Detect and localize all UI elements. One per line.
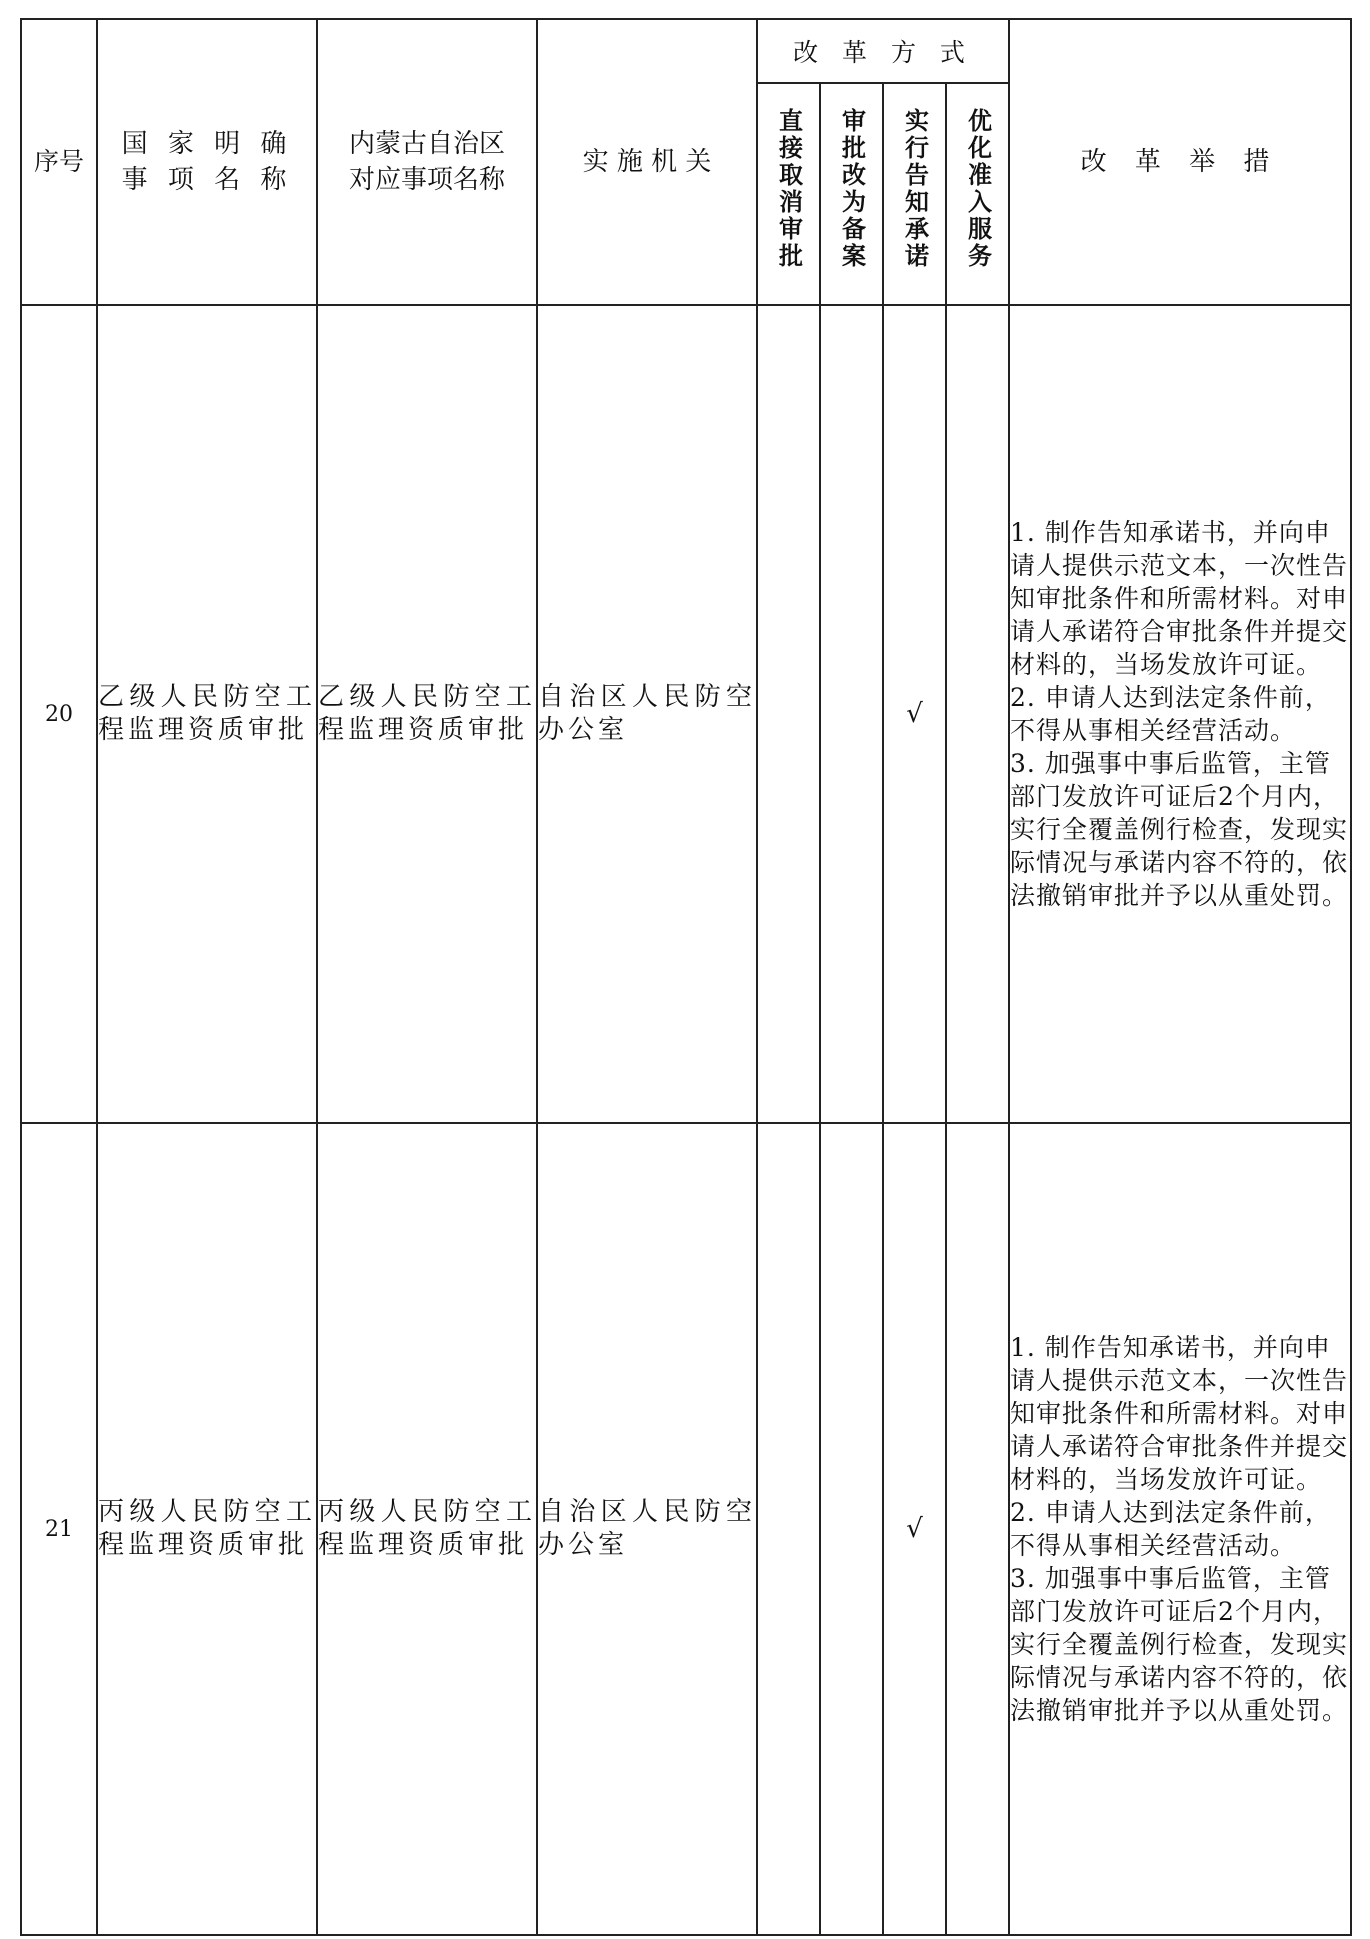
measure-item: 1. 制作告知承诺书，并向申请人提供示范文本，一次性告知审批条件和所需材料。对申请人承诺符合审批条件并提交材料的，当场发放许可证。	[1010, 1333, 1349, 1494]
measure-item: 2. 申请人达到法定条件前，不得从事相关经营活动。	[1010, 1498, 1331, 1560]
header-mode-filing	[820, 83, 883, 305]
row-measures	[1009, 305, 1351, 1123]
row-mark-cancel	[757, 305, 820, 1123]
reform-table	[20, 18, 1352, 1936]
row-national-name: 丙级人民防空工程监理资质审批	[97, 1123, 317, 1935]
row-seq: 21	[21, 1123, 97, 1935]
measure-item: 3. 加强事中事后监管，主管部门发放许可证后2个月内，实行全覆盖例行检查，发现实际情况与承诺内容不符的，依法撤销审批并予以从重处罚。	[1010, 1564, 1349, 1725]
row-mark-filing	[820, 305, 883, 1123]
row-agency: 自治区人民防空办公室	[537, 305, 757, 1123]
row-mark-optimize	[946, 1123, 1009, 1935]
header-measures: 改 革 举 措	[1009, 19, 1351, 305]
header-mode-cancel-label: 直接取消审批	[774, 108, 804, 270]
row-mark-commitment: √	[883, 1123, 946, 1935]
row-mark-commitment: √	[883, 305, 946, 1123]
row-national-name: 乙级人民防空工程监理资质审批	[97, 305, 317, 1123]
measure-item: 3. 加强事中事后监管，主管部门发放许可证后2个月内，实行全覆盖例行检查，发现实际情况与承诺内容不符的，依法撤销审批并予以从重处罚。	[1010, 749, 1349, 910]
row-mark-filing	[820, 1123, 883, 1935]
row-agency: 自治区人民防空办公室	[537, 1123, 757, 1935]
table-row	[21, 305, 1351, 1123]
row-region-name: 乙级人民防空工程监理资质审批	[317, 305, 537, 1123]
row-mark-optimize	[946, 305, 1009, 1123]
row-mark-cancel	[757, 1123, 820, 1935]
row-seq: 20	[21, 305, 97, 1123]
header-region-name: 内蒙古自治区 对应事项名称	[317, 19, 537, 305]
table-row	[21, 1123, 1351, 1935]
header-national-name: 国 家 明 确 事 项 名 称	[97, 19, 317, 305]
header-mode-optimize	[946, 83, 1009, 305]
header-seq: 序号	[21, 19, 97, 305]
header-mode-optimize-label: 优化准入服务	[963, 108, 993, 270]
row-region-name: 丙级人民防空工程监理资质审批	[317, 1123, 537, 1935]
measure-item: 1. 制作告知承诺书，并向申请人提供示范文本，一次性告知审批条件和所需材料。对申请人承诺符合审批条件并提交材料的，当场发放许可证。	[1010, 518, 1349, 679]
header-mode-commitment-label: 实行告知承诺	[900, 108, 930, 270]
measure-item: 2. 申请人达到法定条件前，不得从事相关经营活动。	[1010, 683, 1331, 745]
row-measures	[1009, 1123, 1351, 1935]
header-reform-mode: 改 革 方 式	[757, 19, 1009, 83]
header-mode-cancel	[757, 83, 820, 305]
header-mode-filing-label: 审批改为备案	[837, 108, 867, 270]
header-mode-commitment	[883, 83, 946, 305]
header-agency: 实 施 机 关	[537, 19, 757, 305]
